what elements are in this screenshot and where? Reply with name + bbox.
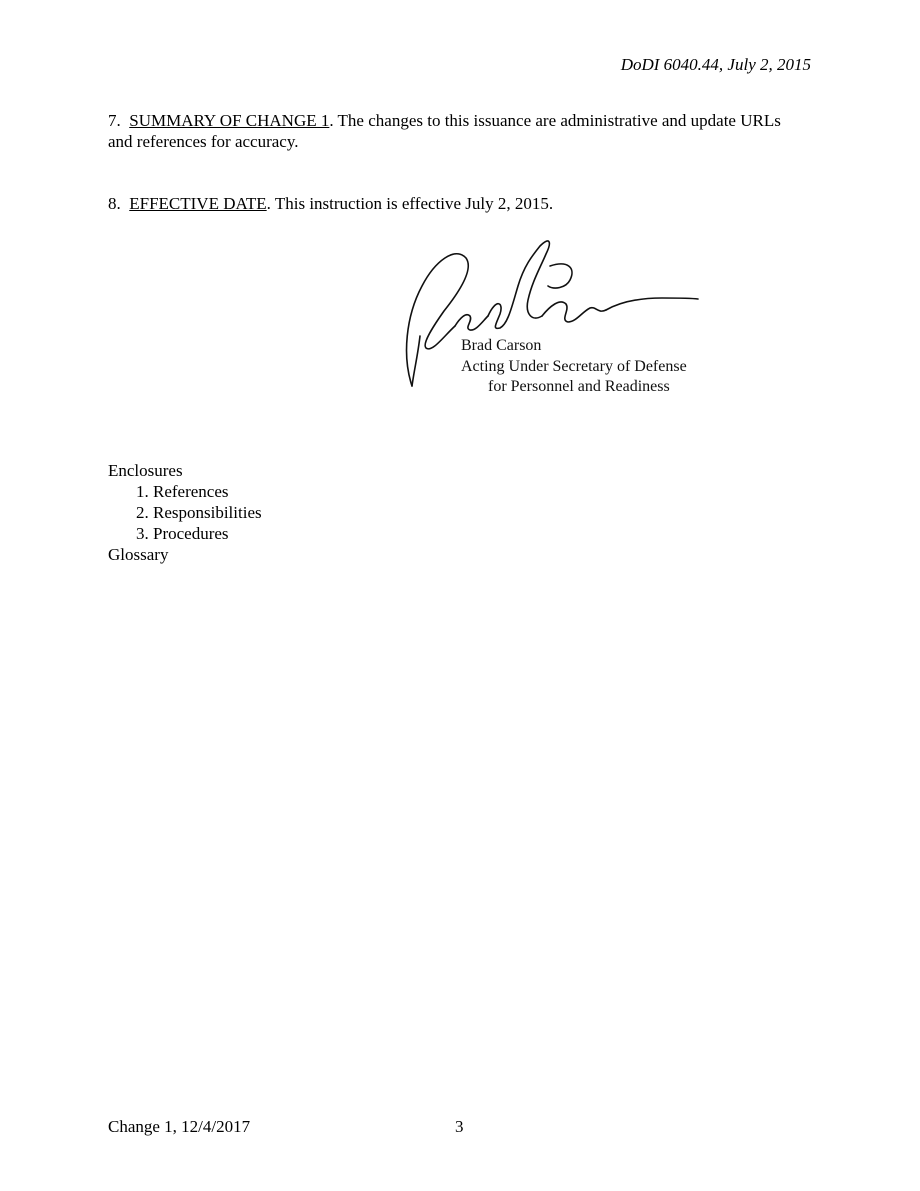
section-heading: EFFECTIVE DATE <box>129 194 267 213</box>
section-heading: SUMMARY OF CHANGE 1 <box>129 111 330 130</box>
signer-title: Acting Under Secretary of Defense <box>461 358 687 375</box>
section-text: . The changes to this issuance are administrative and update URLs and references for accuracy. <box>108 111 781 151</box>
enclosures-label: Enclosures <box>108 461 183 480</box>
section-summary-of-change <box>108 110 808 152</box>
signer-name: Brad Carson <box>461 337 542 354</box>
section-text: . This instruction is effective July 2, 2015. <box>266 194 554 213</box>
footer-change: Change 1, 12/4/2017 <box>108 1117 251 1136</box>
enclosure-items <box>108 481 262 544</box>
enclosure-item: 3. Procedures <box>136 524 229 543</box>
issuance-header: DoDI 6040.44, July 2, 2015 <box>620 55 811 74</box>
enclosure-item: 2. Responsibilities <box>136 503 262 522</box>
section-number: 8. <box>108 194 121 213</box>
signer-title-continued: for Personnel and Readiness <box>488 378 670 395</box>
enclosure-item: 1. References <box>136 482 229 501</box>
section-effective-date <box>108 193 808 214</box>
enclosures-list <box>108 460 262 565</box>
page-number: 3 <box>455 1117 464 1136</box>
glossary-label: Glossary <box>108 545 169 564</box>
section-number: 7. <box>108 111 121 130</box>
signature-block <box>400 236 730 401</box>
